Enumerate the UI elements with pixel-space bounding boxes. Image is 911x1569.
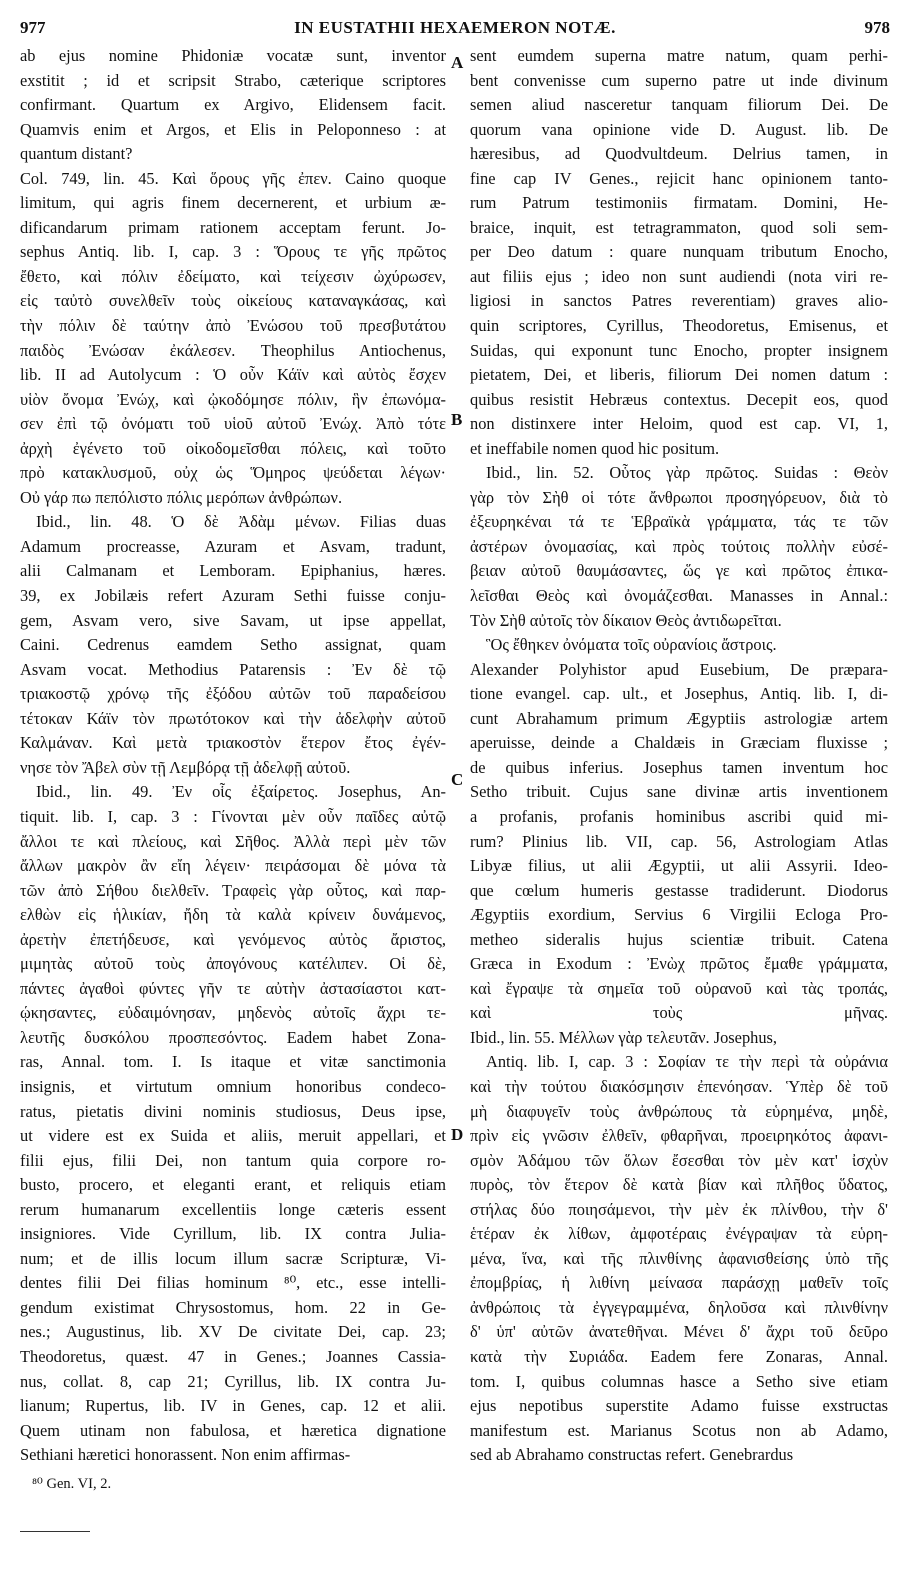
text-line: ἄλλοι τε καὶ πλείους, καὶ Σῆθος. Ἀλλὰ περὶ μὲν τῶν (20, 831, 446, 851)
text-line: ἄλλων μακρὸν ἂν εἴη λέγειν· πειράσομαι δὲ μόνα τὰ (20, 856, 446, 876)
text-line: κατὰ τὴν Συριάδα. Eadem fere Zonaras, Annal. (470, 1346, 888, 1366)
text-line: υἱὸν ὄνομα Ἐνώχ, καὶ ᾠκοδόμησε πόλιν, ἣν ἐπωνόμα- (20, 389, 446, 409)
text-line: Setho tribuit. Cujus sane divinæ artis inventionem (470, 782, 888, 802)
text-line: filii ejus, filii Dei, non tantum quia corpore ro- (20, 1150, 446, 1170)
text-line: ἀνθρώποις τὰ ἐγγεγραμμένα, δηλοῦσα καὶ πλινθίνην (470, 1297, 888, 1317)
text-line: Ibid., lin. 48. Ὁ δὲ Ἀδὰμ μένων. Filias duas (36, 512, 446, 532)
text-line: Quem utinam non fabulosa, et hæretica dignatione (20, 1420, 446, 1440)
text-line: τῶν ἀπὸ Σήθου διελθεῖν. Τραφεὶς γὰρ οὗτος, καὶ παρ- (20, 880, 446, 900)
text-line: exstitit ; id et scripsit Strabo, cæterique scriptores (20, 70, 446, 90)
text-line: num; et de illis locum illum sacræ Scripturæ, Vi- (20, 1248, 446, 1268)
text-line: pietatem, Dei, et liberis, filiorum Dei nomen datum : (470, 365, 888, 385)
text-line: quantum distant? (20, 144, 133, 164)
text-line: τριακοστῷ χρόνῳ τῆς ἐξόδου αὐτῶν τοῦ παραδείσου (20, 684, 446, 704)
text-line: στήλας δύο ποιησάμενοι, τὴν μὲν ἐκ πλίνθου, τὴν δ' (470, 1199, 888, 1219)
text-line: Οὐ γάρ πω πεπόλιστο πόλις μερόπων ἀνθρώπων. (20, 487, 343, 507)
footnote: ⁸⁰ Gen. VI, 2. (32, 1475, 112, 1492)
text-line: μένα, ἵνα, καὶ τῆς πλινθίνης ἀφανισθείσης ὑπὸ τῆς (470, 1248, 888, 1268)
text-line: πάντες ἀγαθοὶ φύντες γῆν τε αὐτὴν ἀστασίαστοι κατ- (20, 978, 446, 998)
text-line: cunt Abrahamum primum Ægyptiis astrologiæ artem (470, 708, 888, 728)
text-line: μὴ διαφυγεῖν τοὺς ἀνθρώπους τὰ εὑρημένα, μηδὲ, (470, 1101, 888, 1121)
text-line: ab ejus nomine Phidoniæ vocatæ sunt, inventor (20, 46, 446, 65)
text-line: ῴκησαντες, εὐδαιμόνησαν, μηδενὸς αὐτοῖς ἄχρι τε- (20, 1003, 446, 1023)
text-line: Ibid., lin. 52. Οὗτος γὰρ πρῶτος. Suidas : Θεὸν (486, 463, 888, 483)
text-line: Theodoretus, quæst. 47 in Genes.; Joannes Cassia- (20, 1346, 446, 1366)
text-line: Suidas, qui exponunt tunc Enocho, propter insignem (470, 340, 888, 360)
left-column (20, 44, 446, 1496)
margin-marker-c: C (451, 770, 464, 789)
text-line: σεν ἐπὶ τῷ ὀνόματι τοῦ υἱοῦ αὐτοῦ Ἐνώχ. Ἀπὸ τότε (20, 414, 446, 434)
text-line: ελθὼν εἰς ἡλικίαν, ἤδη τὰ καλὰ κρίνειν δυνάμενος, (20, 905, 446, 925)
text-line: de quibus inferius. Josephus tamen inventum hoc (470, 757, 888, 777)
text-line: sed ab Abrahamo constructas refert. Genebrardus (470, 1445, 794, 1465)
text-line: 39, ex Jobilæis refert Azuram Sethi fuisse conju- (20, 586, 446, 606)
page-header (20, 18, 890, 42)
text-line: ἀρχὴ ἐγένετο τοῦ οἰκοδομεῖσθαι πόλεις, καὶ τοῦτο (20, 438, 446, 458)
text-line: πρὶν εἰς γνῶσιν ἐλθεῖν, φθαρῆναι, προειρηκότος ἀφανι- (470, 1126, 888, 1146)
text-line: ratus, pietatis divini nominis studiosus, Deus ipse, (20, 1101, 446, 1121)
text-line: hæresibus, ad Quodvultdeum. Delrius tamen, in (470, 144, 888, 164)
text-line: quorum vana opinione vide D. August. lib. De (470, 119, 888, 139)
text-line: aperuisse, deinde a Chaldæis in Græciam fluxisse ; (470, 733, 888, 753)
text-line: Asvam vocat. Methodius Patarensis : Ἐν δὲ τῷ (20, 659, 446, 679)
text-line: Col. 749, lin. 45. Καὶ ὅρους γῆς ἐπεν. Caino quoque (20, 168, 446, 188)
text-line: rum Patrum testimoniis firmatam. Domini, He- (470, 193, 888, 213)
text-line: dificandarum primam rationem acceptam ferunt. Jo- (20, 217, 446, 237)
right-column (470, 44, 888, 1468)
text-line: Καλμάναν. Καὶ μετὰ τριακοστὸν ἕτερον ἔτος ἐγέν- (20, 733, 446, 753)
text-line: παιδὸς Ἐνώσαν ἐκάλεσεν. Theophilus Antiochenus, (20, 340, 446, 360)
text-line: braice, inquit, est tetragrammaton, quod soli sem- (470, 217, 888, 237)
text-line: εἰς ταὐτὸ συνελθεῖν τοὺς οἰκείους καταναγκάσας, καὶ (20, 291, 446, 311)
text-line: nes.; Augustinus, lib. XV De civitate Dei, cap. 23; (20, 1322, 446, 1342)
text-line: ejus nepotibus superstite Adamo fuisse exstructas (470, 1396, 888, 1416)
text-line: quin scriptores, Cyrillus, Theodoretus, Emisenus, et (470, 316, 888, 336)
margin-marker-b: B (451, 410, 463, 429)
margin-marker-d: D (451, 1125, 464, 1144)
text-line: limitum, qui agris finem decernerent, et urbium æ- (20, 193, 446, 213)
text-line: ligiosi in sanctos Patres reverentiam) graves alio- (470, 291, 888, 311)
text-line: quibus resistit Hebræus contextus. Decepit eos, quod (470, 389, 888, 409)
text-line: rerum humanarum excellentiis longe cæteris essent (20, 1199, 446, 1219)
text-line: rum? Plinius lib. VII, cap. 56, Astrologiam Atlas (470, 831, 888, 851)
text-line: μιμητὰς αὐτοῦ τοὺς ἀπογόνους κατέλιπεν. Οἱ δὲ, (20, 954, 446, 974)
text-line: alii Calmanam et Lemboram. Epiphanius, hæres. (20, 561, 446, 581)
text-line: semen aliud nasceretur tanquam filiorum Dei. De (470, 95, 888, 115)
text-line: lianum; Rupertus, lib. IV in Genes, cap. 12 et alii. (20, 1396, 446, 1416)
text-line: Caini. Cedrenus eamdem Setho assignat, quam (20, 635, 446, 655)
text-line: insignis, et virtutum omnium honoribus condeco- (20, 1076, 446, 1096)
text-line: γὰρ τὸν Σὴθ οἱ τότε ἄνθρωποι προσηγόρευον, διὰ τὸ (470, 487, 888, 507)
text-line: ut videre est ex Suida et aliis, meruit appellari, et (20, 1126, 446, 1146)
text-line: ἑτέραν ἐκ λίθων, ἀμφοτέραις ἐνέγραψαν τὰ εὑρη- (470, 1224, 888, 1244)
text-line: ἐξευρηκέναι τά τε Ἑβραϊκὰ γράμματα, τάς τε τῶν (470, 512, 888, 532)
text-line: metheo sideralis hujus scientiæ tribuit. Catena (470, 929, 888, 949)
text-line: λεῖσθαι Θεὸς καὶ ὀνομάζεσθαι. Manasses in Annal.: (470, 586, 888, 606)
text-line: que cœlum humeris gestasse tradiderunt. Diodorus (470, 880, 888, 900)
page-number-right: 978 (864, 18, 890, 37)
text-line: ἔθετο, καὶ πόλιν ἐδείματο, καὶ τείχεσιν ὠχύρωσεν, (20, 266, 446, 286)
text-line: sent eumdem superna matre natum, quam perhi- (470, 46, 888, 65)
text-line: Ibid., lin. 49. Ἐν οἷς ἐξαίρετος. Josephus, An- (36, 782, 446, 802)
running-title: IN EUSTATHII HEXAEMERON NOTÆ. (294, 18, 616, 37)
text-line: confirmant. Quartum ex Argivo, Elidensem facit. (20, 95, 446, 115)
text-line: λευτῆς δυσκόλου προσπεσόντος. Eadem habet Zona- (20, 1027, 446, 1047)
text-line: insigniores. Vide Cyrillum, lib. IX contra Julia- (20, 1224, 446, 1244)
text-line: ἀστέρων ὀνομασίας, καὶ πρὸς τούτοις πολλὴν εὐσέ- (470, 536, 888, 556)
text-line: Antiq. lib. I, cap. 3 : Σοφίαν τε τὴν περὶ τὰ οὐράνια (486, 1052, 888, 1072)
page-number-left: 977 (20, 18, 46, 37)
text-line: Alexander Polyhistor apud Eusebium, De præpara- (470, 659, 888, 679)
text-line: πρὸ κατακλυσμοῦ, οὐχ ὡς Ὅμηρος ψεύδεται λέγων· (20, 463, 446, 483)
text-line: a profanis, profanis hominibus ascribi quid mi- (470, 806, 888, 826)
text-line: καὶ ἔγραψε τὰ σημεῖα τοῦ οὐρανοῦ καὶ τὰς τροπάς, (470, 978, 888, 998)
text-line: tione evangel. cap. ult., et Josephus, Antiq. lib. I, di- (470, 684, 888, 704)
text-line: καὶ τὴν τούτου διακόσμησιν ἐπενόησαν. Ὑπὲρ δὲ τοῦ (470, 1076, 888, 1096)
text-line: πυρὸς, τὸν ἕτερον δὲ κατὰ βίαν καὶ πλῆθος ὕδατος, (470, 1175, 888, 1195)
text-line: tom. I, quibus columnas hasce a Setho sive etiam (470, 1371, 888, 1391)
text-line: gendum existimat Chrysostomus, hom. 22 in Ge- (20, 1297, 446, 1317)
text-line: Τὸν Σὴθ αὐτοῖς τὸν δίκαιον Θεὸς ἀντιδωρεῖται. (470, 610, 782, 630)
text-line: Ægyptiis exordium, Servius 6 Virgilii Ecloga Pro- (470, 905, 888, 925)
text-line: Sethiani hæretici honorassent. Non enim affirmas- (20, 1445, 351, 1465)
text-line: ἐπομβρίας, ἡ λιθίνη μείνασα παράσχῃ μαθεῖν τοῖς (470, 1273, 888, 1293)
text-line: Quamvis enim et Argos, et Elis in Peloponneso : at (20, 119, 446, 139)
text-line: fine cap IV Genes., rejicit hanc opinionem tanto- (470, 168, 888, 188)
text-line: per Deo datum : quare nunquam tributum Enocho, (470, 242, 888, 262)
text-line: tiquit. lib. I, cap. 3 : Γίνονται μὲν οὖν παῖδες αὐτῷ (20, 806, 446, 826)
text-line: βειαν αὐτοῦ θαυμάσαντες, ὥς γε καὶ πρῶτος ἐπικα- (470, 561, 888, 581)
text-line: manifestum est. Marianus Scotus non ab Adamo, (470, 1420, 888, 1440)
margin-marker-a: A (451, 53, 464, 72)
text-line: Ibid., lin. 55. Μέλλων γὰρ τελευτᾶν. Josephus, (470, 1027, 778, 1047)
text-line: lib. II ad Autolycum : Ὁ οὖν Κάϊν καὶ αὐτὸς ἔσχεν (20, 365, 446, 385)
text-line: Libyæ filius, ut alii Ægyptii, ut alii Assyrii. Ideo- (470, 856, 888, 876)
text-line: et ineffabile nomen quod hic positum. (470, 438, 720, 458)
text-line: aut filiis ejus ; ideo non sunt audiendi (nota viri re- (470, 266, 888, 286)
text-line: σμὸν Ἀδάμου τῶν ὅλων ἔσεσθαι τὸν μὲν κατ' ἰσχὺν (470, 1150, 888, 1170)
text-line: bent convenisse cum superno patre ut inde divinum (470, 70, 888, 90)
text-line: καὶ τοὺς μῆνας. (470, 1003, 888, 1023)
text-line: sephus Antiq. lib. I, cap. 3 : Ὅρους τε γῆς πρῶτος (20, 242, 446, 262)
text-line: νησε τὸν Ἄβελ σὺν τῇ Λεμβόρᾳ τῇ ἀδελφῇ αὐτοῦ. (20, 757, 351, 777)
text-line: dentes filii Dei filias hominum ⁸⁰, etc., esse intelli- (20, 1273, 446, 1293)
text-line: Adamum procreasse, Azuram et Asvam, tradunt, (20, 536, 446, 556)
text-line: busto, procero, et eleganti erant, et reliquis etiam (20, 1175, 446, 1195)
text-line: τὴν πόλιν δὲ ταύτην ἀπὸ Ἐνώσου τοῦ πρεσβυτάτου (20, 316, 446, 336)
text-line: non distinxere inter Heloim, quod est cap. VI, 1, (470, 414, 888, 434)
text-line: nus, collat. 8, cap 21; Cyrillus, lib. IX contra Ju- (20, 1371, 446, 1391)
text-line: ἀρετὴν ἐπετήδευσε, καὶ γενόμενος αὐτὸς ἄριστος, (20, 929, 446, 949)
text-line: Græca in Exodum : Ἐνὼχ πρῶτος ἔμαθε γράμματα, (470, 954, 888, 974)
text-line: δ' ὑπ' αὐτῶν ἀνατεθῆναι. Μένει δ' ἄχρι τοῦ δεῦρο (470, 1322, 888, 1342)
text-line: ras, Annal. tom. I. Is itaque et vitæ sanctimonia (20, 1052, 446, 1072)
footnote-rule (20, 1531, 90, 1532)
text-line: Ὃς ἔθηκεν ὀνόματα τοῖς οὐρανίοις ἄστροις. (486, 635, 777, 655)
text-line: τέτοκαν Κάϊν τὸν πρωτότοκον καὶ τὴν ἀδελφὴν αὐτοῦ (20, 708, 446, 728)
text-line: gem, Asvam vero, sive Savam, ut ipse appellat, (20, 610, 446, 630)
